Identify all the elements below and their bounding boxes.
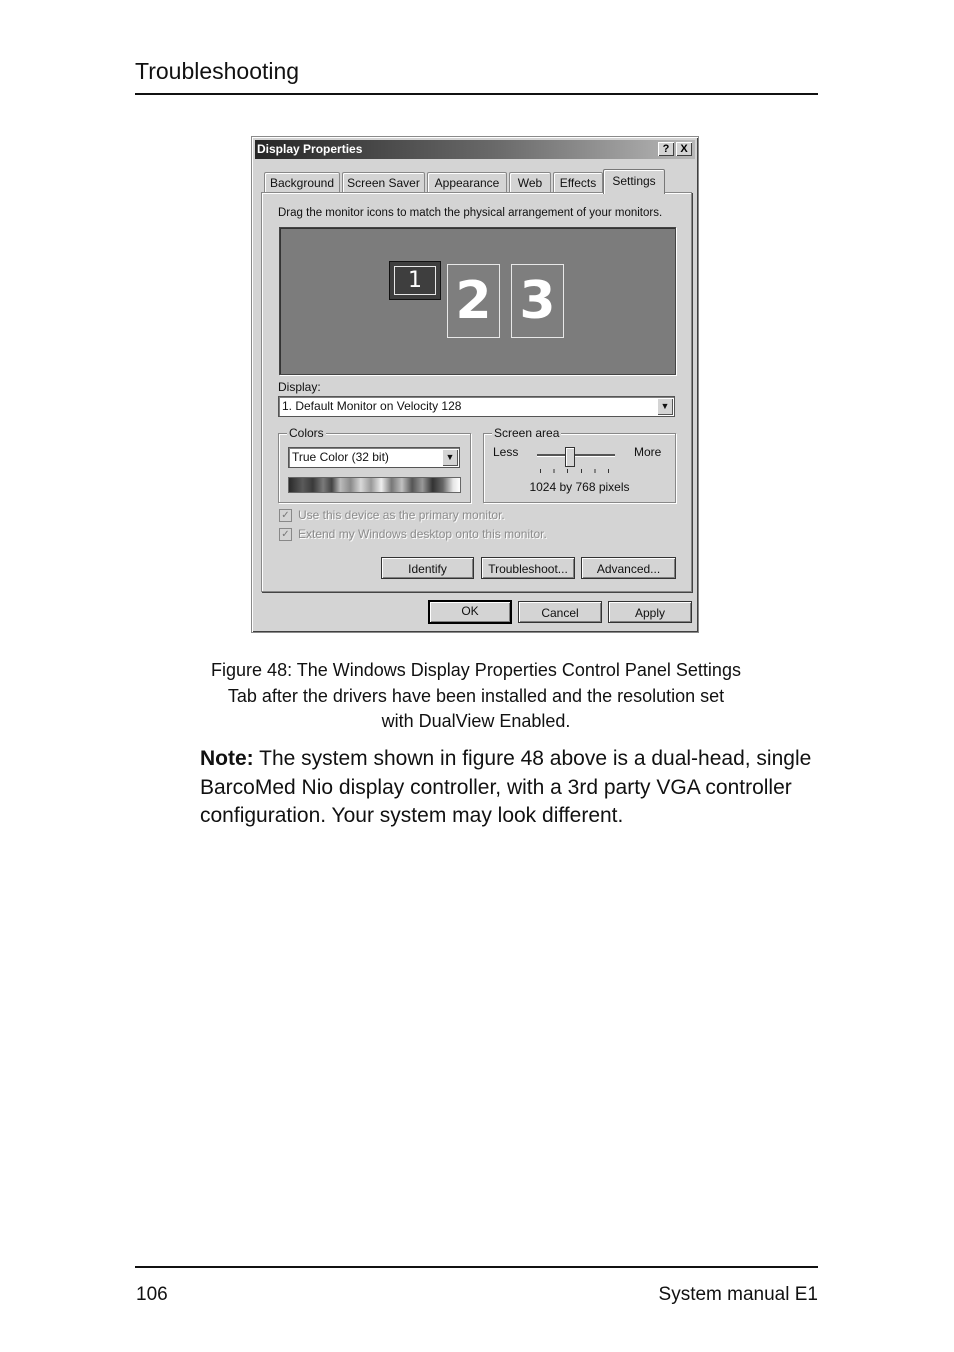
- primary-monitor-label: Use this device as the primary monitor.: [298, 508, 505, 522]
- header-rule: [135, 93, 818, 95]
- dialog-title: Display Properties: [257, 142, 363, 156]
- instruction-text: Drag the monitor icons to match the physical arrangement of your monitors.: [278, 207, 663, 219]
- identify-button[interactable]: Identify: [381, 557, 474, 579]
- screen-area-label: Screen area: [494, 426, 560, 440]
- note-label: Note:: [200, 747, 254, 770]
- chevron-down-icon[interactable]: ▼: [442, 449, 458, 466]
- tab-screen-saver[interactable]: Screen Saver: [342, 172, 425, 193]
- manual-name: System manual E1: [658, 1284, 818, 1305]
- resolution-slider-thumb[interactable]: [565, 447, 575, 467]
- settings-panel: [261, 192, 692, 592]
- note-paragraph: [200, 745, 825, 831]
- slider-ticks: [540, 469, 612, 473]
- colors-select-value: True Color (32 bit): [292, 450, 389, 464]
- monitor-3-icon[interactable]: 3: [511, 264, 564, 338]
- figure-caption: [200, 658, 752, 735]
- colors-label: Colors: [289, 426, 324, 440]
- resolution-text: 1024 by 768 pixels: [529, 480, 630, 494]
- note-text: The system shown in figure 48 above is a dual-head, single BarcoMed Nio display controller, with a 3rd party VGA controller configuration. Your system may look different.: [200, 747, 812, 827]
- primary-monitor-checkbox[interactable]: ✓: [279, 509, 292, 522]
- tab-web[interactable]: Web: [509, 172, 551, 193]
- advanced-button[interactable]: Advanced...: [581, 557, 676, 579]
- monitor-arrangement-area[interactable]: [279, 227, 676, 375]
- caption-line-3: with DualView Enabled.: [381, 711, 571, 731]
- screen-area-group: [483, 426, 676, 503]
- resolution-slider-track[interactable]: [537, 454, 615, 457]
- colors-select[interactable]: [288, 447, 460, 468]
- extend-desktop-label: Extend my Windows desktop onto this monitor.: [298, 527, 547, 541]
- cancel-button[interactable]: Cancel: [518, 601, 602, 623]
- display-label: Display:: [278, 380, 321, 394]
- less-label: Less: [493, 445, 519, 459]
- tab-settings[interactable]: Settings: [603, 169, 665, 194]
- color-preview-bar: [288, 477, 461, 493]
- display-select-value: 1. Default Monitor on Velocity 128: [282, 399, 462, 413]
- footer-rule: [135, 1266, 818, 1268]
- apply-button[interactable]: Apply: [608, 601, 692, 623]
- display-select[interactable]: [278, 396, 675, 417]
- troubleshoot-button[interactable]: Troubleshoot...: [481, 557, 575, 579]
- caption-line-2: Tab after the drivers have been installed and the resolution set: [227, 685, 725, 706]
- monitor-1-icon[interactable]: 1: [389, 261, 441, 300]
- tab-effects[interactable]: Effects: [553, 172, 603, 193]
- tab-appearance[interactable]: Appearance: [427, 172, 507, 193]
- ok-button[interactable]: OK: [428, 600, 512, 624]
- colors-group: [278, 426, 471, 503]
- chevron-down-icon[interactable]: ▼: [657, 398, 673, 415]
- tab-background[interactable]: Background: [264, 172, 340, 193]
- more-label: More: [634, 445, 662, 459]
- monitor-2-icon[interactable]: 2: [447, 264, 500, 338]
- help-button[interactable]: ?: [658, 142, 674, 156]
- extend-desktop-checkbox[interactable]: ✓: [279, 528, 292, 541]
- display-properties-dialog: [251, 136, 699, 633]
- dialog-titlebar: [255, 140, 695, 159]
- page-number: 106: [136, 1284, 168, 1305]
- page-header-title: Troubleshooting: [135, 58, 300, 84]
- caption-line-1: Figure 48: The Windows Display Properties Control Panel Settings: [211, 660, 741, 680]
- close-button[interactable]: X: [676, 142, 692, 156]
